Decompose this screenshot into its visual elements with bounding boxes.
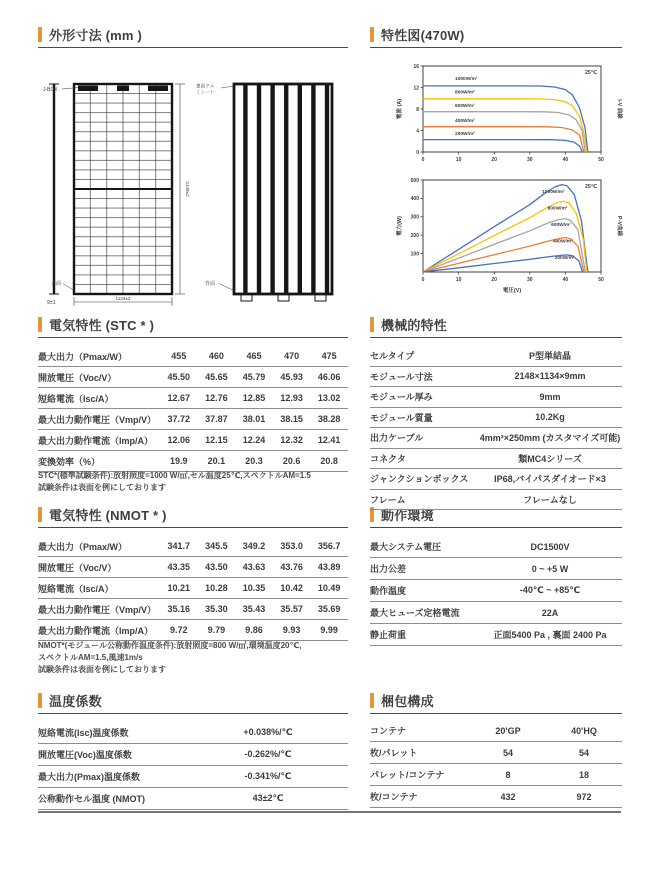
temperature-table xyxy=(38,722,348,810)
y-tick-label: 0 xyxy=(416,149,419,156)
section-title: 電気特性 (NMOT * ) xyxy=(49,508,167,523)
cell-value: 12.15 xyxy=(205,435,228,445)
junction-box-right xyxy=(148,86,168,92)
cell-value: 470 xyxy=(284,351,300,361)
footer-divider xyxy=(38,811,621,813)
section-title: 特性図(470W) xyxy=(381,28,465,43)
x-tick-label: 40 xyxy=(562,277,569,283)
footnote-line: スペクトルAM=1.5,風速1m/s xyxy=(38,653,143,662)
cell-value: 12.93 xyxy=(280,393,303,403)
environment-table xyxy=(370,536,622,646)
pv-curve-svg xyxy=(393,172,625,298)
cell-value: 35.30 xyxy=(205,604,228,614)
y-tick-label: 16 xyxy=(413,63,419,70)
table-row xyxy=(38,599,348,620)
cell-value: 20.3 xyxy=(245,456,263,466)
panel-back-view xyxy=(234,84,332,294)
footnote-line: STC*(標準試験条件):放射照度=1000 W/㎡,セル温度25℃,スペクトルAM=1.5 xyxy=(38,471,311,480)
row-label: 最大出力動作電流（Imp/A） xyxy=(38,435,154,446)
cell-value: 35.16 xyxy=(167,604,191,614)
footnote-line: NMOT*(モジュール公称動作温度条件):放射照度=800 W/㎡,環境温度20℃, xyxy=(38,641,302,650)
table-row xyxy=(370,720,622,742)
section-divider xyxy=(38,527,348,528)
section-divider xyxy=(38,47,348,48)
row-label: 変換効率（%） xyxy=(38,456,101,467)
series-label: 1000W/m² xyxy=(455,76,478,82)
series-label: 600W/m² xyxy=(455,103,475,109)
cell-value: 12.67 xyxy=(167,393,191,403)
table-row xyxy=(38,430,348,451)
cell-value: 12.06 xyxy=(167,435,191,445)
footnote-line: 試験条件は表面を例にしております xyxy=(38,483,166,492)
cell-value: 43.35 xyxy=(167,562,191,572)
cell-value: 10.42 xyxy=(280,583,303,593)
cell-value: 38.01 xyxy=(242,414,266,424)
row-label: 最大出力動作電流（Imp/A） xyxy=(38,625,154,636)
cell-value: 972 xyxy=(576,791,592,802)
cell-value: 38.28 xyxy=(317,414,341,424)
cell-value: 19.9 xyxy=(170,456,188,466)
pv-curve-chart xyxy=(393,172,625,303)
cell-value: 20.8 xyxy=(320,456,338,466)
row-label: 最大出力動作電圧（Vmp/V） xyxy=(38,414,157,425)
table-row xyxy=(370,469,622,490)
stc-table xyxy=(38,346,348,472)
row-label: モジュール質量 xyxy=(370,412,433,423)
cell-value: -0.341%/℃ xyxy=(244,771,292,781)
cell-value: 9mm xyxy=(539,391,561,402)
row-label: モジュール厚み xyxy=(370,392,433,403)
row-label: 最大出力（Pmax/W） xyxy=(38,351,128,362)
x-tick-label: 40 xyxy=(562,157,569,163)
y-tick-label: 200 xyxy=(410,233,419,239)
section-divider xyxy=(370,713,622,714)
table-row xyxy=(370,449,622,470)
row-label: 短絡電流（Isc/A） xyxy=(38,393,114,404)
section-accent-bar xyxy=(38,317,42,332)
row-label: 公称動作セル温度 (NMOT) xyxy=(38,794,145,804)
cell-value: 54 xyxy=(578,747,589,758)
row-label: セルタイプ xyxy=(370,351,415,362)
x-tick-label: 30 xyxy=(527,277,533,283)
x-tick-label: 50 xyxy=(598,157,604,163)
x-tick-label: 0 xyxy=(421,277,425,283)
cell-value: 455 xyxy=(171,351,187,361)
cell-value: 45.50 xyxy=(167,372,191,382)
right-axis-label: I-V 曲線 xyxy=(616,99,622,119)
cell-value: DC1500V xyxy=(530,541,570,552)
row-label: 出力公差 xyxy=(370,564,407,574)
thickness-dimension-label: 9±1 xyxy=(47,300,56,306)
x-tick-label: 20 xyxy=(491,157,497,163)
row-label: 開放電圧(Voc)温度係数 xyxy=(38,750,132,760)
front-surface-label: 表面 xyxy=(51,281,62,287)
x-tick-label: 0 xyxy=(421,157,425,163)
section-title: 動作環境 xyxy=(381,508,434,523)
y-tick-label: 400 xyxy=(410,196,419,203)
series-line xyxy=(423,112,585,152)
mechanical-table xyxy=(370,346,622,510)
section-title: 電気特性 (STC * ) xyxy=(49,318,155,333)
y-axis-label: 電力(W) xyxy=(397,216,403,236)
back-sheet-label-line1: 裏面アル xyxy=(196,83,215,89)
cell-value: 43.50 xyxy=(205,562,228,572)
cell-value: 0 ~ +5 W xyxy=(531,563,569,574)
row-label: 枚/コンテナ xyxy=(370,792,418,802)
cell-value: 37.72 xyxy=(167,414,191,424)
section-accent-bar xyxy=(38,507,42,522)
table-row xyxy=(370,558,622,580)
table-row xyxy=(38,578,348,599)
row-label: 開放電圧（Voc/V） xyxy=(38,562,117,573)
table-row xyxy=(38,409,348,430)
table-row xyxy=(38,557,348,578)
cell-value: IP68,バイパスダイオード×3 xyxy=(494,474,606,485)
cell-value: 12.76 xyxy=(205,393,228,403)
cell-value: 10.35 xyxy=(242,583,266,593)
table-row xyxy=(370,428,622,449)
table-row xyxy=(370,346,622,367)
cell-value: フレームなし xyxy=(523,494,577,505)
cell-value: 20'GP xyxy=(495,725,521,736)
section-accent-bar xyxy=(370,27,374,42)
row-label: モジュール寸法 xyxy=(370,371,433,382)
series-label: 1000W/m² xyxy=(542,189,565,195)
back-surface-label: 背面 xyxy=(205,281,216,287)
section-accent-bar xyxy=(38,693,42,708)
cell-value: 12.41 xyxy=(317,435,341,445)
section-title: 温度係数 xyxy=(49,694,102,709)
table-row xyxy=(370,408,622,429)
cell-value: 40'HQ xyxy=(571,725,597,736)
row-label: 最大出力（Pmax/W） xyxy=(38,541,128,552)
cell-value: 345.5 xyxy=(205,541,228,551)
footnote-line: 試験条件は表面を例にしております xyxy=(38,665,166,674)
series-label: 400W/m² xyxy=(455,118,475,124)
section-title: 外形寸法 (mm ) xyxy=(49,28,143,43)
cell-value: 18 xyxy=(578,769,589,780)
junction-box-center xyxy=(117,86,129,92)
cell-value: 9.99 xyxy=(320,625,338,635)
cell-value: 37.87 xyxy=(205,414,228,424)
y-tick-label: 4 xyxy=(416,128,419,135)
cell-value: 43±2℃ xyxy=(252,793,284,803)
row-label: 開放電圧（Voc/V） xyxy=(38,372,117,383)
cell-value: 460 xyxy=(208,351,224,361)
x-tick-label: 10 xyxy=(455,157,462,163)
cell-value: 10.21 xyxy=(167,583,191,593)
section-accent-bar xyxy=(38,27,42,42)
cell-value: 43.63 xyxy=(242,562,266,572)
section-divider xyxy=(370,527,622,528)
row-label: コンテナ xyxy=(370,726,407,736)
table-row xyxy=(370,490,622,511)
cell-value: 349.2 xyxy=(242,541,266,551)
section-divider xyxy=(38,713,348,714)
jbox-label: J-BOX xyxy=(43,87,58,93)
cell-value: 475 xyxy=(321,351,337,361)
cell-value: 46.06 xyxy=(317,372,341,382)
cell-value: 356.7 xyxy=(317,541,341,551)
cell-value: -40℃ ~ +85℃ xyxy=(519,585,581,595)
dimension-drawings xyxy=(38,66,348,313)
cell-value: -0.262%/℃ xyxy=(244,749,292,759)
series-label: 200W/m² xyxy=(455,131,475,137)
y-tick-label: 500 xyxy=(410,177,419,184)
x-tick-label: 50 xyxy=(598,277,604,283)
table-row xyxy=(38,388,348,409)
cell-value: 9.79 xyxy=(207,625,226,635)
series-line xyxy=(423,140,583,152)
row-label: ジャンクションボックス xyxy=(370,474,469,485)
stc-footnote xyxy=(38,470,311,494)
table-row xyxy=(38,451,348,472)
junction-box-left xyxy=(78,86,98,92)
cell-value: 341.7 xyxy=(167,541,191,551)
packaging-table xyxy=(370,720,622,808)
cell-value: 22A xyxy=(541,607,559,618)
section-divider xyxy=(38,337,348,338)
temperature-annotation: 25℃ xyxy=(584,184,597,190)
row-label: 短絡電流(Isc)温度係数 xyxy=(38,728,129,738)
table-row xyxy=(370,764,622,786)
back-sheet-label-line2: ミシート xyxy=(196,89,215,95)
section-curves-header xyxy=(370,26,622,48)
x-tick-label: 10 xyxy=(455,277,462,283)
series-line xyxy=(423,99,587,152)
nmot-footnote xyxy=(38,640,301,676)
cell-value: 54 xyxy=(502,747,513,758)
cell-value: 10.28 xyxy=(205,583,228,593)
cell-value: 45.93 xyxy=(280,372,303,382)
y-axis-label: 電流 (A) xyxy=(397,98,403,120)
cell-value: 43.76 xyxy=(280,562,303,572)
series-label: 400W/m² xyxy=(552,239,573,245)
cell-value: 4mm²×250mm (カスタマイズ可能) xyxy=(479,433,621,444)
cell-value: 正面5400 Pa , 裏面 2400 Pa xyxy=(493,630,607,640)
table-row xyxy=(38,536,348,557)
row-label: 最大ヒューズ定格電流 xyxy=(370,608,460,618)
row-label: コネクタ xyxy=(370,453,406,464)
section-accent-bar xyxy=(370,317,374,332)
height-dimension-label: 2148±2 xyxy=(185,181,190,197)
cell-value: 9.72 xyxy=(170,625,188,635)
section-stc-header xyxy=(38,316,348,338)
cell-value: 13.02 xyxy=(317,393,341,403)
series-line xyxy=(423,201,587,272)
section-accent-bar xyxy=(370,693,374,708)
table-row xyxy=(370,387,622,408)
y-tick-label: 300 xyxy=(410,214,419,221)
y-tick-label: 8 xyxy=(416,106,419,113)
table-row xyxy=(38,788,348,810)
table-row xyxy=(38,766,348,788)
cell-value: 20.1 xyxy=(207,456,226,466)
series-label: 800W/m² xyxy=(455,90,475,96)
section-packaging-header xyxy=(370,692,622,714)
x-tick-label: 30 xyxy=(527,157,533,163)
series-label: 600W/m² xyxy=(551,223,571,228)
table-row xyxy=(38,744,348,766)
section-title: 梱包構成 xyxy=(381,694,434,709)
table-row xyxy=(370,367,622,388)
cell-value: 432 xyxy=(500,791,516,802)
cell-value: 2148×1134×9mm xyxy=(514,371,586,382)
cell-value: 43.89 xyxy=(317,562,341,572)
cell-value: 9.86 xyxy=(245,625,263,635)
table-row xyxy=(370,786,622,808)
cell-value: 10.49 xyxy=(317,583,341,593)
row-label: 短絡電流（Isc/A） xyxy=(38,583,114,594)
x-tick-label: 20 xyxy=(491,277,497,283)
section-temperature-header xyxy=(38,692,348,714)
temperature-annotation: 25℃ xyxy=(584,70,597,76)
cell-value: 12.85 xyxy=(242,393,266,403)
section-divider xyxy=(370,47,622,48)
table-row xyxy=(370,580,622,602)
series-label: 200W/m² xyxy=(554,256,575,262)
cell-value: 38.15 xyxy=(280,414,303,424)
table-row xyxy=(370,624,622,646)
table-row xyxy=(370,536,622,558)
right-axis-label: P-V曲線 xyxy=(616,215,622,237)
cell-value: +0.038%/℃ xyxy=(243,727,293,737)
section-divider xyxy=(370,337,622,338)
row-label: 静止荷重 xyxy=(370,630,407,640)
row-label: 最大出力動作電圧（Vmp/V） xyxy=(38,604,157,615)
section-mechanical-header xyxy=(370,316,622,338)
table-row xyxy=(38,722,348,744)
y-tick-label: 100 xyxy=(410,251,419,258)
series-label: 800W/m² xyxy=(547,206,568,212)
cell-value: 10.2Kg xyxy=(535,412,565,423)
row-label: 最大出力(Pmax)温度係数 xyxy=(38,772,141,782)
table-row xyxy=(370,742,622,764)
cell-value: 35.57 xyxy=(280,604,303,614)
cell-value: 9.93 xyxy=(282,625,301,635)
row-label: 出力ケーブル xyxy=(370,433,424,444)
cell-value: 465 xyxy=(246,351,262,361)
series-line xyxy=(423,86,588,152)
width-dimension-label: 1134±2 xyxy=(115,296,131,301)
cell-value: 45.79 xyxy=(242,372,266,382)
table-row xyxy=(38,367,348,388)
section-dimensions-header xyxy=(38,26,348,48)
section-nmot-header xyxy=(38,506,348,528)
table-row xyxy=(38,620,348,641)
iv-curve-svg xyxy=(393,58,625,166)
cell-value: P型単結晶 xyxy=(528,351,571,362)
row-label: パレット/コンテナ xyxy=(370,770,445,780)
row-label: 動作温度 xyxy=(370,586,407,596)
cell-value: 12.32 xyxy=(280,435,303,445)
cell-value: 類MC4シリーズ xyxy=(518,453,582,464)
section-title: 機械的特性 xyxy=(381,318,448,333)
row-label: フレーム xyxy=(370,494,406,505)
cell-value: 35.69 xyxy=(317,604,341,614)
row-label: 最大システム電圧 xyxy=(370,542,442,552)
row-label: 枚/パレット xyxy=(370,748,418,758)
y-tick-label: 12 xyxy=(413,85,419,92)
cell-value: 8 xyxy=(505,769,511,780)
cell-value: 353.0 xyxy=(280,541,303,551)
cell-value: 20.6 xyxy=(282,456,301,466)
cell-value: 12.24 xyxy=(242,435,266,445)
cell-value: 35.43 xyxy=(242,604,266,614)
iv-curve-chart xyxy=(393,58,625,171)
table-row xyxy=(38,346,348,367)
table-row xyxy=(370,602,622,624)
nmot-table xyxy=(38,536,348,641)
cell-value: 45.65 xyxy=(205,372,228,382)
x-axis-label: 電圧(V) xyxy=(502,288,522,294)
dimension-drawings-svg xyxy=(38,66,348,308)
